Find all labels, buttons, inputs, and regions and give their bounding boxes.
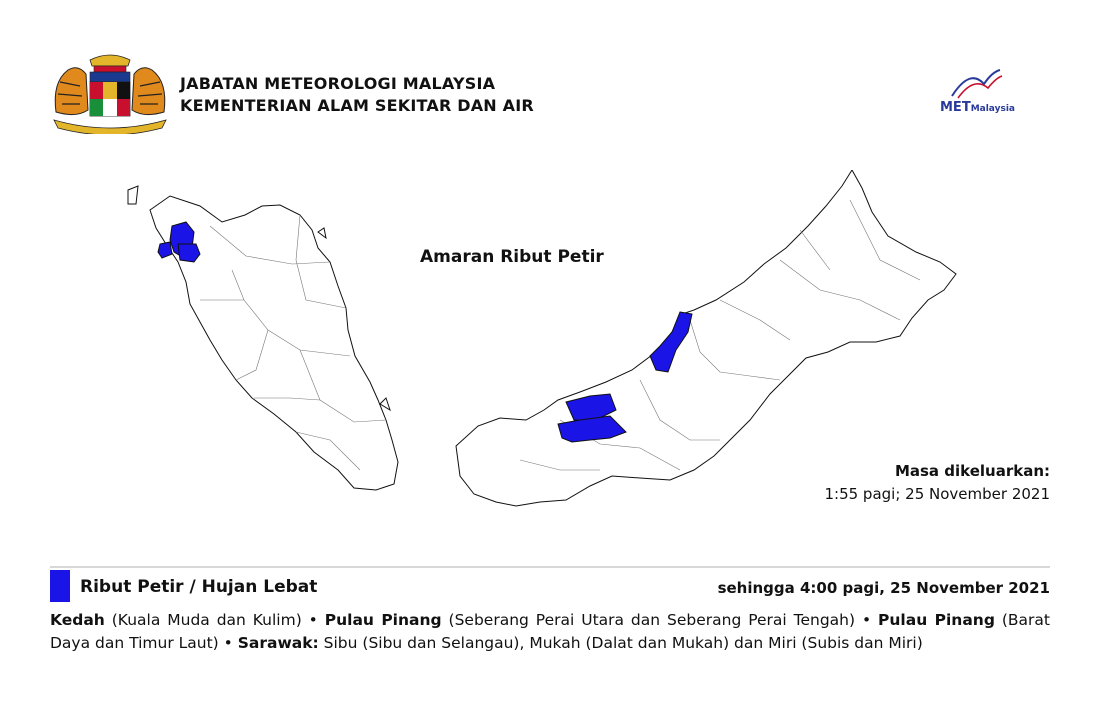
legend-swatch xyxy=(50,570,70,602)
area-state: Sarawak: xyxy=(237,634,319,652)
legend-label: Ribut Petir / Hujan Lebat xyxy=(80,577,318,597)
met-logo-small: Malaysia xyxy=(970,104,1015,114)
issued-time-value: 1:55 pagi; 25 November 2021 xyxy=(824,485,1050,503)
met-logo-text xyxy=(940,100,1015,115)
area-state: Pulau Pinang xyxy=(324,611,442,629)
malaysia-coat-of-arms-icon xyxy=(50,52,170,134)
area-detail: (Barat Daya dan Timur Laut) • xyxy=(50,611,1050,652)
issued-time-label: Masa dikeluarkan: xyxy=(894,462,1050,480)
legend-divider xyxy=(50,566,1050,568)
ministry-name: KEMENTERIAN ALAM SEKITAR DAN AIR xyxy=(180,96,534,115)
area-detail: (Seberang Perai Utara dan Seberang Perai Tengah) • xyxy=(441,611,879,629)
area-detail: Sibu (Sibu dan Selangau), Mukah (Dalat dan Mukah) dan Miri (Subis dan Miri) xyxy=(318,634,923,652)
agency-name: JABATAN METEOROLOGI MALAYSIA xyxy=(180,74,496,93)
agency-header xyxy=(180,73,534,117)
map-title: Amaran Ribut Petir xyxy=(420,247,604,267)
affected-areas-text xyxy=(50,609,1050,655)
warning-valid-until: sehingga 4:00 pagi, 25 November 2021 xyxy=(717,579,1050,597)
met-logo-main: MET xyxy=(940,100,971,115)
area-state: Kedah xyxy=(50,611,105,629)
area-detail: (Kuala Muda dan Kulim) • xyxy=(104,611,325,629)
warning-zone-penang-island xyxy=(158,242,172,258)
east-malaysia xyxy=(456,170,956,506)
area-state: Pulau Pinang xyxy=(878,611,995,629)
